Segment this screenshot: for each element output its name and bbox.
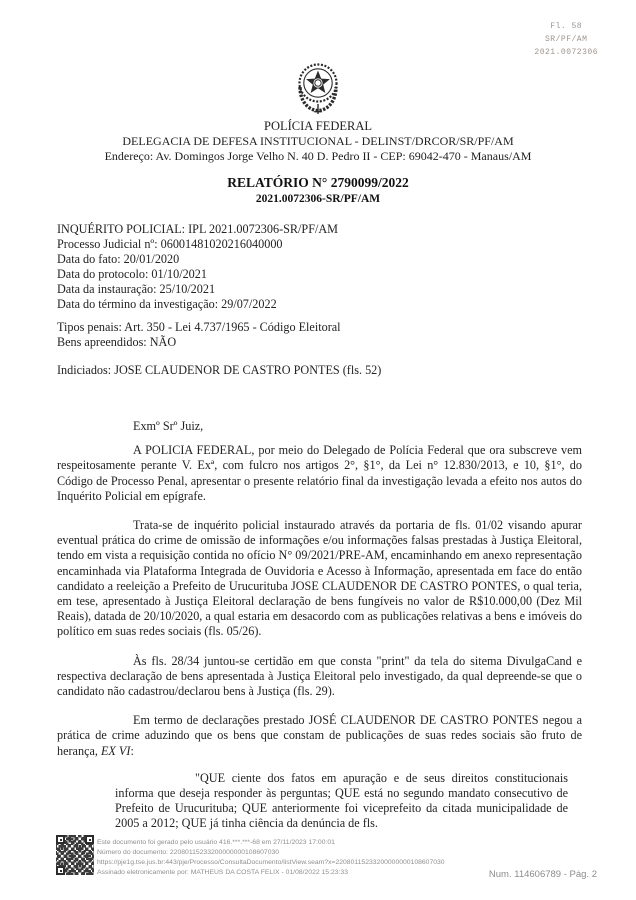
testimony-quote: "QUE ciente dos fatos em apuração e de seus direitos constitucionais informa que deseja responder às perguntas; QUE está no segundo mandato consecutivo de Prefeito de Urucurituba; QUE anteriormente foi viceprefeito da citada municipalidade de 2005 a 2012; QUE já tinha ciência da denúncia de fls. <box>115 770 568 831</box>
signature-footer <box>97 838 445 878</box>
qr-finder-pattern <box>56 835 65 844</box>
org-name: POLÍCIA FEDERAL <box>264 119 372 133</box>
seized-goods-line: Bens apreendidos: NÃO <box>57 335 177 349</box>
folio-number: Fl. 58 <box>550 22 583 31</box>
body-paragraph-4-end: : <box>130 743 134 758</box>
body-paragraph-2: Trata-se de inquérito policial instaurado através da portaria de fls. 01/02 visando apurar eventual prática do crime de omissão de informações e/ou informações falsas prestadas à Justiça Eleitoral, tendo em vista a requisição contida no ofício N° 09/2021/PRE-AM, encaminhando em anexo representação encaminhada via Plataforma Integrada de Ouvidoria e Acesso à Informação, apresentada em face do então candidato a reeleição a Prefeito de Urucurituba JOSE CLAUDENOR DE CASTRO PONTES, o qual teria, em tese, apresentado à Justiça Eleitoral declaração de bens fungíveis no valor de R$10.000,00 (Dez Mil Reais), datada de 20/10/2020, a qual estaria em desacordo com as publicações relativas a bens e imóveis do político em suas redes sociais (fls. 05/26). <box>57 518 582 639</box>
case-info-line: Data do término da investigação: 29/07/2022 <box>57 297 277 311</box>
footer-generated-line: Este documento foi gerado pelo usuário 416.***.***-68 em 27/11/2023 17:00:01 <box>97 839 335 846</box>
folio-stamp <box>534 20 598 59</box>
qr-finder-pattern <box>85 835 94 844</box>
footer-document-number-line: Número do documento: 22080115233200000000108607030 <box>97 848 280 856</box>
case-info-line: Processo Judicial nº: 06001481020216040000 <box>57 237 283 251</box>
footer-verification-url: https://pje1g.tse.jus.br:443/pje/Processo/ConsultaDocumento/listView.seam?x=22080115233200000000108607030 <box>97 858 445 866</box>
footer-signature-line: Assinado eletronicamente por: MATHEUS DA COSTA FELIX - 01/08/2022 15:23:33 <box>97 868 348 876</box>
body-paragraph-4-latin: EX VI <box>100 743 131 758</box>
case-info-line: Data do protocolo: 01/10/2021 <box>57 267 207 281</box>
qr-code-icon <box>56 835 94 875</box>
report-body <box>0 419 636 832</box>
org-department: DELEGACIA DE DEFESA INSTITUCIONAL - DELINST/DRCOR/SR/PF/AM <box>122 134 514 148</box>
case-info-line: Data do fato: 20/01/2020 <box>57 252 180 266</box>
body-paragraph-1: A POLICIA FEDERAL, por meio do Delegado de Polícia Federal que ora subscreve vem respeitosamente perante V. Exª, com fulcro nos artigos 2°, §1°, da Lei n° 12.830/2013, e 10, §1°, do Código de Processo Penal, apresentar o presente relatório final da investigação levada a efeito nos autos do Inquérito Policial em epígrafe. <box>57 443 582 503</box>
report-title-line1: RELATÓRIO N° 2790099/2022 <box>227 175 409 190</box>
penal-types-line: Tipos penais: Art. 350 - Lei 4.737/1965 - Código Eleitoral <box>57 320 341 334</box>
indicted-line: Indiciados: JOSE CLAUDENOR DE CASTRO PONTES (fls. 52) <box>57 363 382 377</box>
case-info-line: Data da instauração: 25/10/2021 <box>57 282 216 296</box>
case-info <box>0 222 636 378</box>
stamp-case-number: 2021.0072306 <box>534 48 598 57</box>
body-paragraph-3: Às fls. 28/34 juntou-se certidão em que consta "print" da tela do sitema DivulgaCand e respectiva declaração de bens apresentada à Justiça Eleitoral pelo investigado, da qual depreende-se que o candidato não cadastrou/declarou bens à Justiça (fls. 29). <box>57 653 582 699</box>
report-title <box>0 175 636 205</box>
org-address: Endereço: Av. Domingos Jorge Velho N. 40 D. Pedro II - CEP: 69042-470 - Manaus/AM <box>104 149 532 163</box>
salutation: Exmº Srº Juiz, <box>133 419 204 433</box>
page-number-ref: Num. 114606789 - Pág. 2 <box>488 869 597 880</box>
case-info-line: INQUÉRITO POLICIAL: IPL 2021.0072306-SR/PF/AM <box>57 222 339 236</box>
body-paragraph-4 <box>57 713 582 759</box>
body-paragraph-4-text: Em termo de declarações prestado JOSÉ CLAUDENOR DE CASTRO PONTES negou a prática de crime aduzindo que os bens que constam de publicações de suas redes sociais são fruto de herança, <box>57 713 582 758</box>
brazil-coat-of-arms-icon <box>293 62 343 116</box>
report-title-line2: 2021.0072306-SR/PF/AM <box>255 193 381 205</box>
stamp-unit: SR/PF/AM <box>544 35 588 44</box>
qr-finder-pattern <box>56 866 65 875</box>
